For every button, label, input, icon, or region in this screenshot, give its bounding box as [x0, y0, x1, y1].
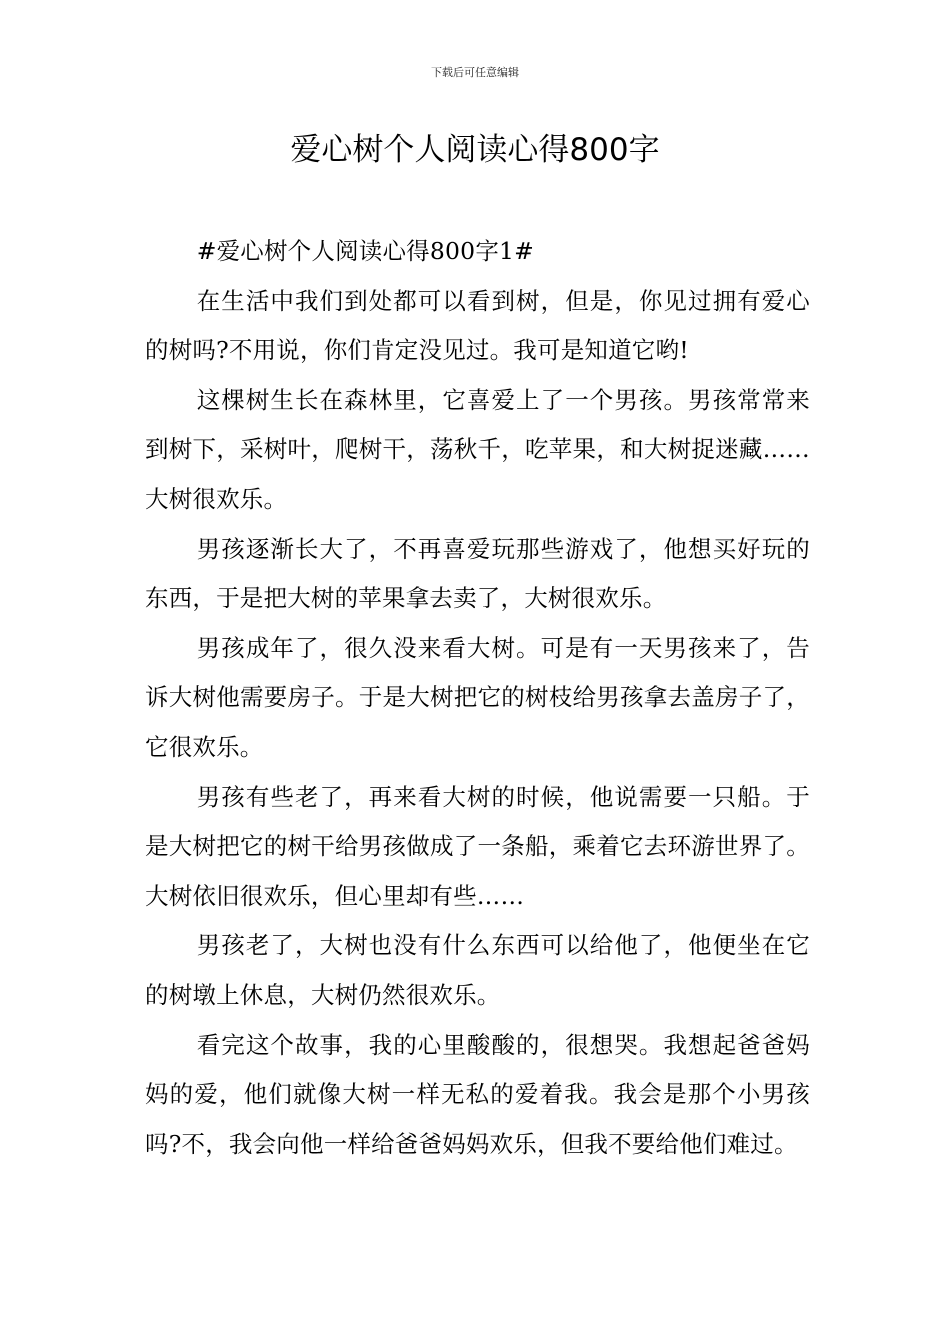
paragraph-1: 在生活中我们到处都可以看到树，但是，你见过拥有爱心的树吗?不用说，你们肯定没见过。我可是知道它哟! — [145, 286, 810, 365]
paragraph-4: 男孩成年了，很久没来看大树。可是有一天男孩来了，告诉大树他需要房子。于是大树把它的树枝给男孩拿去盖房子了，它很欢乐。 — [145, 633, 810, 761]
document-body — [145, 227, 810, 1169]
paragraph-6: 男孩老了，大树也没有什么东西可以给他了，他便坐在它的树墩上休息，大树仍然很欢乐。 — [145, 931, 810, 1009]
paragraph-5: 男孩有些老了，再来看大树的时候，他说需要一只船。于是大树把它的树干给男孩做成了一条船，乘着它去环游世界了。大树依旧很欢乐，但心里却有些…… — [145, 782, 810, 910]
paragraph-2: 这棵树生长在森林里，它喜爱上了一个男孩。男孩常常来到树下，采树叶，爬树干，荡秋千，吃苹果，和大树捉迷藏……大树很欢乐。 — [145, 385, 810, 513]
paragraph-3: 男孩逐渐长大了，不再喜爱玩那些游戏了，他想买好玩的东西，于是把大树的苹果拿去卖了，大树很欢乐。 — [145, 534, 810, 613]
header-note: 下载后可任意编辑 — [431, 66, 519, 79]
paragraph-7: 看完这个故事，我的心里酸酸的，很想哭。我想起爸爸妈妈的爱，他们就像大树一样无私的爱着我。我会是那个小男孩吗?不，我会向他一样给爸爸妈妈欢乐，但我不要给他们难过。 — [145, 1030, 810, 1158]
document-title: 爱心树个人阅读心得800字 — [290, 132, 660, 168]
section-heading: #爱心树个人阅读心得800字1# — [196, 237, 535, 265]
